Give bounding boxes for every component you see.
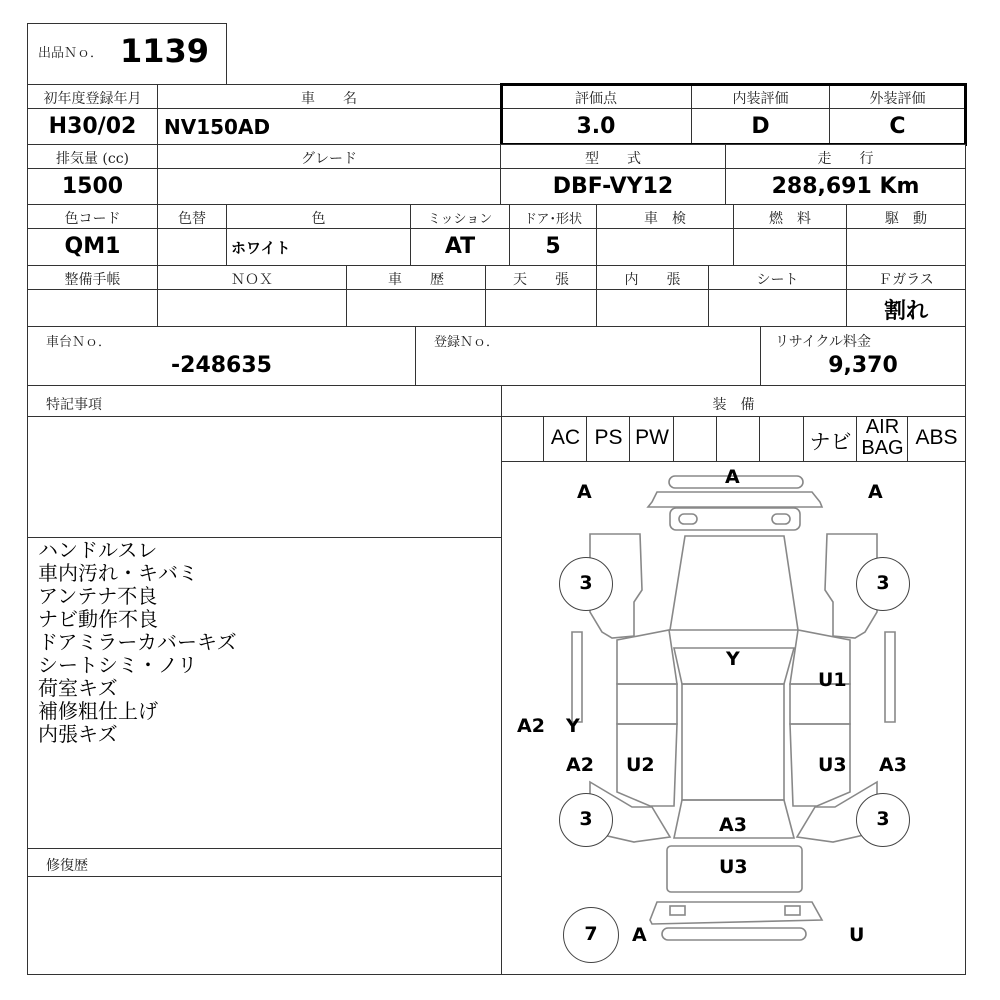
manual-value-cell [27,289,158,327]
equipment-label-cell [501,385,966,417]
left-front-door [617,630,677,684]
equip-ps [587,417,630,461]
equip-navi-label: ナビ [809,431,852,454]
door-value: 5 [545,234,561,259]
mark-front-left: A [577,481,592,503]
displacement-label-cell [27,144,158,169]
manual-label: 整備手帳 [64,272,121,288]
color-value-cell [226,228,411,266]
equip-ac [544,417,587,461]
mark-rear-door: U3 [719,856,748,878]
fglass-value: 割れ [883,299,928,324]
model-value-cell [500,168,726,205]
equip-airbag-label: AIR BAG [861,416,904,459]
mark-right-lower-a3: A3 [879,754,907,776]
reg-date-label-cell [27,84,158,109]
reg-date-value-cell [27,108,158,145]
interior-score-value: D [751,114,770,139]
mission-label-cell [410,204,510,229]
repaint-label: 色替 [178,211,206,227]
equip-ps-label: PS [594,426,623,449]
score-label: 評価点 [575,91,617,107]
tire-spare: 7 [563,907,619,963]
rear-bumper-bottom [662,928,806,940]
remark-3: アンテナ不良 [38,584,158,608]
front-lamp-right [772,514,790,524]
remark-1: ハンドルスレ [38,538,158,562]
mark-rear-panel: A3 [719,814,747,836]
history-value-cell [346,289,486,327]
rear-lamp-left [670,906,685,915]
chassis-label: 車台Ｎｏ． [46,335,112,350]
exterior-score-label: 外装評価 [869,91,926,107]
car-name-value: NV150AD [164,115,271,139]
fglass-label-cell [846,265,966,290]
regno-cell [415,326,761,386]
fuel-value-cell [733,228,847,266]
equip-pw [630,417,674,461]
mark-left-lower-u2: U2 [626,754,655,776]
roof [682,684,784,800]
equipment-label: 装 備 [712,397,755,413]
grade-value-cell [157,168,501,205]
recycle-label: リサイクル料金 [775,334,872,350]
equip-pw-label: PW [635,426,669,449]
equip-slot-5 [674,417,717,461]
chassis-cell [27,326,416,386]
interior-trim-label-cell [596,265,709,290]
mission-value: AT [444,234,476,259]
color-code-label: 色コード [64,211,121,227]
model-label: 型 式 [585,151,641,167]
color-label: 色 [311,211,326,227]
interior-trim-value-cell [596,289,709,327]
mark-front-bumper: A [725,466,740,488]
ceiling-label-cell [485,265,597,290]
nox-value-cell [157,289,347,327]
mileage-label: 走 行 [817,151,874,167]
repaint-value-cell [157,228,227,266]
color-code-value-cell [27,228,158,266]
front-bumper [648,492,822,507]
remark-9: 内張キズ [38,722,118,746]
repair-label-cell [27,848,502,877]
recycle-value: 9,370 [828,353,898,378]
chassis-value: -248635 [171,353,272,378]
drive-label: 駆 動 [885,211,927,227]
repair-history-label: 修復歴 [46,858,88,874]
remark-4: ナビ動作不良 [38,607,158,631]
equip-abs [908,417,965,461]
mission-value-cell [410,228,510,266]
mark-left-y: Y [566,715,580,737]
mark-right-lower-u3: U3 [818,754,847,776]
nox-label-cell [157,265,347,290]
drive-value-cell [846,228,966,266]
mileage-value-cell [725,168,966,205]
equip-ac-label: AC [550,426,581,449]
left-mirror [572,632,582,722]
inspection-value-cell [596,228,734,266]
interior-score-label: 内装評価 [732,91,789,107]
tire-front-left: 3 [559,557,613,611]
front-lamp-left [679,514,697,524]
lot-number-box [27,23,227,85]
remark-8: 補修粗仕上げ [38,699,158,723]
color-code-label-cell [27,204,158,229]
lot-number-label: 出品Ｎｏ． [38,46,104,61]
tire-rear-right: 3 [856,793,910,847]
fuel-label: 燃 料 [769,211,811,227]
score-value: 3.0 [576,114,616,139]
history-label-cell [346,265,486,290]
car-name-value-cell [157,108,501,145]
color-label-cell [226,204,411,229]
tire-rear-left: 3 [559,793,613,847]
grade-label-cell [157,144,501,169]
fglass-label: Ｆガラス [878,272,934,288]
drive-label-cell [846,204,966,229]
car-name-label-cell [157,84,501,109]
score-frame [500,83,967,146]
seat-value-cell [708,289,847,327]
displacement-value: 1500 [61,174,124,199]
color-code-value: QM1 [64,234,121,259]
inspection-label: 車 検 [644,211,686,227]
grade-label: グレード [301,151,357,167]
notes-label: 特記事項 [46,397,102,413]
repair-value-cell [27,876,502,975]
model-value: DBF-VY12 [552,174,674,199]
equip-slot-7 [760,417,804,461]
seat-label-cell [708,265,847,290]
reg-date-label: 初年度登録年月 [43,91,142,107]
equip-abs-label: ABS [915,426,958,449]
door-value-cell [509,228,597,266]
mark-right-upper: U1 [818,669,847,691]
mark-left-lower-a2: A2 [566,754,594,776]
equip-slot-6 [717,417,760,461]
mission-label: ミッション [427,212,493,227]
seat-label: シート [756,272,799,288]
mark-roof: Y [726,648,740,670]
recycle-cell [760,326,966,386]
mark-rear-bumper: A [632,924,647,946]
mark-front-right: A [868,481,883,503]
ceiling-label: 天 張 [513,272,569,288]
mark-left-a2: A2 [517,715,545,737]
lot-number-value: 1139 [120,32,210,70]
manual-label-cell [27,265,158,290]
windshield [670,536,798,630]
inspection-label-cell [596,204,734,229]
model-label-cell [500,144,726,169]
tire-front-right: 3 [856,557,910,611]
displacement-value-cell [27,168,158,205]
interior-trim-label: 内 張 [624,272,681,288]
history-label: 車 歴 [388,272,444,288]
equip-navi [804,417,857,461]
fuel-label-cell [733,204,847,229]
right-mirror [885,632,895,722]
remark-2: 車内汚れ・キバミ [38,561,198,585]
color-value: ホワイト [231,239,291,257]
front-grille [670,508,800,530]
notes-label-cell [27,385,502,417]
nox-label: ＮＯＸ [231,272,273,288]
door-label: ドア･形状 [523,212,583,227]
mark-rear-right: U [849,924,865,946]
ceiling-value-cell [485,289,597,327]
mileage-value: 288,691 Km [771,174,920,199]
remark-7: 荷室キズ [38,676,118,700]
equip-slot-1 [502,417,544,461]
left-rear-door [617,684,677,724]
mileage-label-cell [725,144,966,169]
displacement-label: 排気量 (cc) [55,151,130,167]
exterior-score-value: C [889,114,906,139]
equip-airbag [857,417,908,461]
fglass-value-cell [846,289,966,327]
car-name-label: 車 名 [301,91,357,107]
remark-5: ドアミラーカバーキズ [38,630,237,654]
regno-label: 登録Ｎｏ． [434,335,500,350]
remark-6: シートシミ・ノリ [38,653,198,677]
rear-lamp-right [785,906,800,915]
equipment-row [501,416,966,462]
repaint-label-cell [157,204,227,229]
door-label-cell [509,204,597,229]
reg-date-value: H30/02 [48,114,137,139]
